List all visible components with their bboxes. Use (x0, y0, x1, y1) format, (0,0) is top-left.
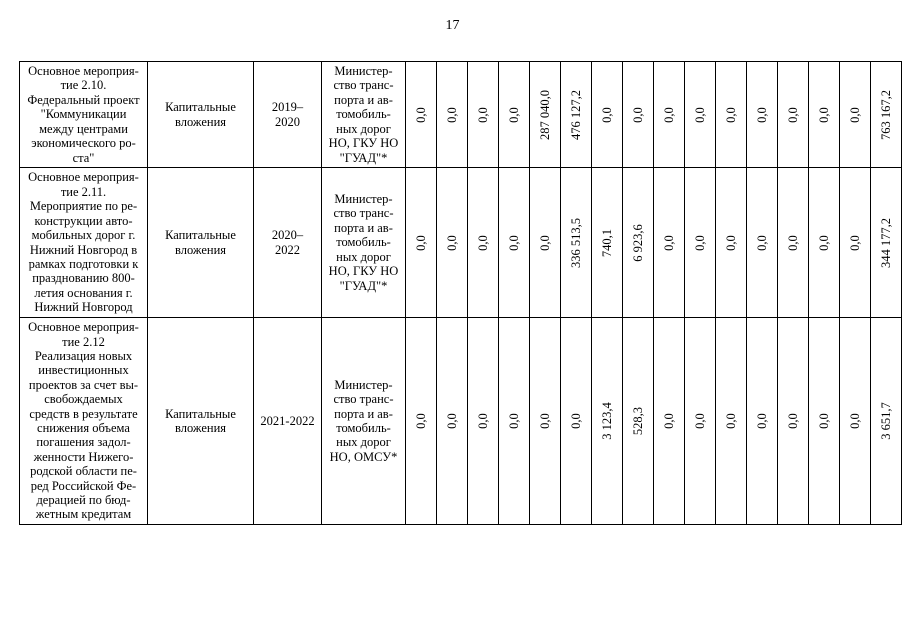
value-text: 0,0 (413, 234, 428, 251)
value-cell (530, 318, 561, 525)
value-text: 763 167,2 (878, 89, 893, 140)
value-cell (685, 168, 716, 318)
value-text: 0,0 (506, 234, 521, 251)
value-text: 0,0 (444, 106, 459, 123)
value-cell (468, 168, 499, 318)
value-cell (809, 318, 840, 525)
value-text: 0,0 (754, 234, 769, 251)
executor (322, 168, 406, 318)
expense-type (148, 168, 254, 318)
value-cell (716, 62, 747, 168)
value-cell (592, 62, 623, 168)
table-row (20, 318, 902, 525)
value-cell (716, 318, 747, 525)
value-text: 0,0 (692, 234, 707, 251)
value-text: 336 513,5 (568, 217, 583, 268)
period-text: 2019– 2020 (271, 100, 304, 129)
value-cell (747, 168, 778, 318)
value-text: 0,0 (754, 413, 769, 429)
value-text: 0,0 (723, 106, 738, 123)
value-cell (809, 62, 840, 168)
value-text: 0,0 (413, 106, 428, 123)
value-cell (530, 62, 561, 168)
expense-type (148, 62, 254, 168)
value-text: 0,0 (816, 234, 831, 251)
value-cell (840, 318, 871, 525)
value-cell (654, 318, 685, 525)
value-cell (561, 62, 592, 168)
value-text: 0,0 (475, 106, 490, 123)
value-text: 0,0 (537, 234, 552, 251)
expense-type (148, 318, 254, 525)
period-text: 2020– 2022 (271, 228, 304, 257)
value-text: 6 923,6 (630, 223, 645, 262)
value-cell (592, 318, 623, 525)
value-text: 0,0 (785, 413, 800, 429)
value-cell (437, 168, 468, 318)
table-row (20, 62, 902, 168)
value-cell (437, 62, 468, 168)
value-text: 0,0 (444, 234, 459, 251)
activity-name-text: Основное мероприя- тие 2.12 Реализация новых инвестиционных проектов за счет вы- свобождаемых средств в результате снижения объема погашения задол- женности Нижего- родской области пе- ред Российской Фе- дерацией по бюд- жетным кредитам (28, 320, 139, 522)
value-cell (747, 62, 778, 168)
value-text: 287 040,0 (537, 89, 552, 140)
value-cell (437, 318, 468, 525)
value-cell (406, 318, 437, 525)
value-text: 0,0 (816, 106, 831, 123)
period (254, 318, 322, 525)
activity-name (20, 62, 148, 168)
value-text: 0,0 (723, 413, 738, 429)
value-cell (623, 318, 654, 525)
value-text: 476 127,2 (568, 89, 583, 140)
value-cell (499, 318, 530, 525)
expense-type-text: Капитальные вложения (165, 406, 236, 435)
value-text: 0,0 (661, 234, 676, 251)
value-cell (778, 168, 809, 318)
executor (322, 318, 406, 525)
value-text: 0,0 (785, 234, 800, 251)
value-text: 0,0 (506, 106, 521, 123)
value-text: 0,0 (599, 106, 614, 123)
value-text: 0,0 (413, 413, 428, 429)
value-text: 740,1 (599, 228, 614, 257)
period (254, 168, 322, 318)
executor (322, 62, 406, 168)
value-cell (778, 62, 809, 168)
value-text: 0,0 (692, 413, 707, 429)
value-text: 0,0 (630, 106, 645, 123)
value-text: 0,0 (847, 106, 862, 123)
value-cell (747, 318, 778, 525)
value-cell (685, 62, 716, 168)
executor-text: Министер- ство транс- порта и ав- томобиль- ных дорог НО, ГКУ НО "ГУАД"* (328, 192, 399, 293)
value-cell (716, 168, 747, 318)
value-cell (468, 318, 499, 525)
value-text: 344 177,2 (878, 217, 893, 268)
value-cell (530, 168, 561, 318)
value-cell (840, 62, 871, 168)
value-cell (654, 168, 685, 318)
value-text: 0,0 (785, 106, 800, 123)
executor-text: Министер- ство транс- порта и ав- томобиль- ных дорог НО, ГКУ НО "ГУАД"* (328, 64, 399, 165)
value-text: 0,0 (537, 413, 552, 429)
value-cell (499, 62, 530, 168)
page-number: 17 (445, 18, 460, 33)
activity-name-text: Основное мероприя- тие 2.10. Федеральный проект "Коммуникации между центрами экономического ро- ста" (27, 64, 140, 165)
value-text: 0,0 (754, 106, 769, 123)
value-text: 0,0 (661, 413, 676, 429)
value-cell (406, 62, 437, 168)
value-text: 3 123,4 (599, 402, 614, 440)
value-cell (561, 168, 592, 318)
value-text: 0,0 (661, 106, 676, 123)
value-text: 0,0 (568, 413, 583, 429)
expense-type-text: Капитальные вложения (165, 100, 236, 129)
value-text: 0,0 (475, 413, 490, 429)
value-text: 0,0 (444, 413, 459, 429)
value-text: 0,0 (692, 106, 707, 123)
value-text: 0,0 (475, 234, 490, 251)
value-cell (623, 62, 654, 168)
value-cell (623, 168, 654, 318)
table-row (20, 168, 902, 318)
expense-type-text: Капитальные вложения (165, 228, 236, 257)
value-text: 0,0 (847, 413, 862, 429)
value-cell (871, 318, 902, 525)
value-cell (499, 168, 530, 318)
value-text: 0,0 (847, 234, 862, 251)
value-cell (809, 168, 840, 318)
value-cell (840, 168, 871, 318)
value-cell (654, 62, 685, 168)
value-cell (561, 318, 592, 525)
value-cell (468, 62, 499, 168)
value-cell (592, 168, 623, 318)
value-cell (685, 318, 716, 525)
period (254, 62, 322, 168)
value-cell (778, 318, 809, 525)
value-cell (871, 168, 902, 318)
value-cell (871, 62, 902, 168)
value-text: 3 651,7 (878, 402, 893, 440)
executor-text: Министер- ство транс- порта и ав- томобиль- ных дорог НО, ОМСУ* (329, 377, 398, 464)
value-text: 0,0 (816, 413, 831, 429)
activity-name-text: Основное мероприя- тие 2.11. Мероприятие по ре- конструкции авто- мобильных дорог г. Нижний Новгород в рамках подготовки к празднованию 800- летия основания г. Нижний Новгород (28, 170, 139, 315)
value-text: 0,0 (723, 234, 738, 251)
value-text: 528,3 (630, 406, 645, 436)
value-cell (406, 168, 437, 318)
value-text: 0,0 (506, 413, 521, 429)
budget-table (19, 61, 902, 525)
activity-name (20, 168, 148, 318)
activity-name (20, 318, 148, 525)
period-text: 2021-2022 (260, 413, 315, 428)
